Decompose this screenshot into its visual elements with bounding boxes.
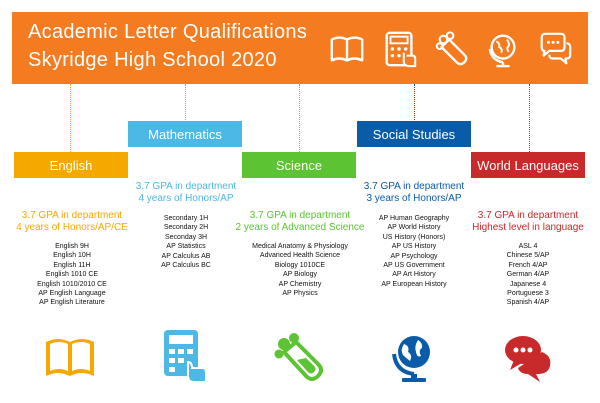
course-item: French 4/AP (508, 261, 548, 269)
flask-icon (270, 330, 326, 386)
world-languages-requirements (466, 210, 590, 234)
course-item: AP Physics (282, 290, 318, 298)
science-connector (299, 84, 300, 152)
english-requirement: 4 years of Honors/AP/CE (16, 222, 128, 233)
mathematics-requirement: 4 years of Honors/AP (138, 193, 234, 204)
course-item: AP Biology (282, 271, 318, 279)
course-item: Japanese 4 (509, 280, 547, 288)
course-item: English 10H (53, 252, 91, 260)
english-course-list (10, 242, 134, 308)
social-studies-connector (414, 84, 415, 120)
mathematics-requirements (124, 181, 248, 205)
course-item: AP Statistics (166, 243, 206, 251)
world-languages-requirement: Highest level in language (472, 222, 584, 233)
course-item: Chinese 5/AP (506, 252, 550, 260)
course-item: AP Human Geography (378, 215, 450, 222)
course-item: Medical Anatomy & Physiology (252, 243, 348, 250)
english-gpa: 3.7 GPA in department (21, 210, 123, 221)
flask-icon (432, 30, 470, 68)
mathematics-course-list (124, 214, 248, 270)
book-icon (328, 30, 366, 68)
globe-icon (484, 30, 522, 68)
globe-icon (386, 328, 442, 384)
book-icon (42, 330, 98, 386)
english-requirements (10, 210, 134, 234)
social-studies-requirements (352, 181, 476, 205)
course-item: Advanced Health Science (259, 252, 341, 260)
calculator-icon (156, 328, 212, 384)
course-item: AP Calculus BC (161, 262, 211, 270)
course-item: AP US Government (383, 262, 445, 270)
calculator-icon (381, 30, 419, 68)
course-item: German 4/AP (506, 271, 550, 279)
science-course-list (232, 242, 368, 298)
page-subtitle: Skyridge High School 2020 (28, 49, 277, 71)
category-social-studies: Social Studies (357, 121, 471, 147)
course-item: English 9H (55, 243, 89, 250)
social-studies-course-list (352, 214, 476, 289)
course-item: AP US History (391, 243, 437, 251)
course-item: Seconday 3H (164, 233, 208, 241)
course-item: AP Psychology (390, 252, 438, 260)
speech-bubbles-icon (500, 330, 556, 386)
speech-bubbles-icon (536, 30, 574, 68)
course-item: English 1010 CE (45, 271, 99, 279)
course-item: AP English Language (38, 290, 106, 298)
page-title: Academic Letter Qualifications (28, 21, 308, 43)
course-item: English 11H (53, 261, 91, 269)
science-requirements (232, 210, 368, 234)
mathematics-gpa: 3.7 GPA in department (135, 181, 237, 192)
course-item: English 1010/2010 CE (37, 280, 107, 288)
category-english: English (14, 152, 128, 178)
course-item: AP Chemistry (278, 280, 322, 288)
course-item: AP European History (381, 280, 447, 288)
category-mathematics: Mathematics (128, 121, 242, 147)
social-studies-gpa: 3.7 GPA in department (363, 181, 465, 192)
course-item: AP Calculus AB (161, 252, 211, 260)
world-languages-course-list (466, 242, 590, 308)
course-item: Spanish 4/AP (506, 299, 550, 307)
social-studies-requirement: 3 years of Honors/AP (366, 193, 462, 204)
math-connector (185, 84, 186, 120)
category-science: Science (242, 152, 356, 178)
course-item: AP World History (387, 224, 441, 232)
category-world-languages: World Languages (471, 152, 585, 178)
world-languages-gpa: 3.7 GPA in department (477, 210, 579, 221)
science-requirement: 2 years of Advanced Science (235, 222, 365, 233)
course-item: Secondary 1H (163, 215, 209, 222)
course-item: US History (Honors) (382, 233, 446, 241)
course-item: Biology 1010CE (274, 261, 326, 269)
course-item: Secondary 2H (163, 224, 209, 232)
science-gpa: 3.7 GPA in department (249, 210, 351, 221)
world-languages-connector (529, 84, 530, 152)
course-item: Portuguese 3 (507, 290, 549, 298)
course-item: ASL 4 (518, 243, 538, 250)
title-banner (12, 12, 588, 84)
course-item: AP English Literature (39, 299, 105, 307)
course-item: AP Art History (392, 271, 436, 279)
english-connector (70, 84, 71, 152)
